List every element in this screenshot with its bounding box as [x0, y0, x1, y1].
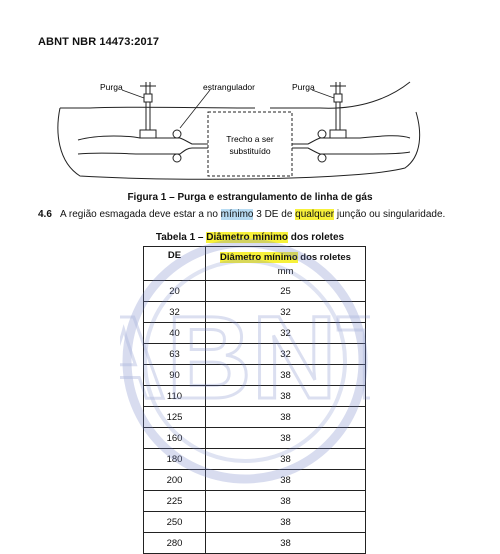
cell-de: 90: [144, 365, 206, 386]
table-title: [0, 232, 500, 243]
cell-de: 180: [144, 449, 206, 470]
roller-diameter-table: [143, 246, 366, 554]
table-title-suffix: dos roletes: [287, 232, 345, 243]
table-row: [144, 281, 366, 302]
cell-diameter: 38: [206, 428, 366, 449]
header-diameter-suffix: dos roletes: [297, 252, 351, 263]
table-title-prefix: Tabela 1 –: [155, 232, 207, 243]
clause-text-part3: junção ou singularidade.: [334, 209, 446, 220]
cell-diameter: 38: [206, 386, 366, 407]
purge-diagram-svg: [60, 72, 420, 192]
cell-de: 110: [144, 386, 206, 407]
table-row: [144, 512, 366, 533]
cell-de: 125: [144, 407, 206, 428]
cell-de: 280: [144, 533, 206, 554]
cell-diameter: 38: [206, 470, 366, 491]
table-row: [144, 533, 366, 554]
cell-diameter: 25: [206, 281, 366, 302]
table-row: [144, 323, 366, 344]
clause-number: 4.6: [38, 209, 52, 220]
header-diameter: [206, 247, 366, 281]
cell-de: 200: [144, 470, 206, 491]
label-replace-line2: substituído: [229, 146, 271, 156]
cell-diameter: 38: [206, 512, 366, 533]
label-throttle: estrangulador: [203, 82, 255, 92]
highlight-qualquer: qualquer: [295, 209, 335, 220]
clause-text-part2: 3 DE de: [253, 209, 296, 220]
table-row: [144, 386, 366, 407]
table-row: [144, 407, 366, 428]
table-row: [144, 491, 366, 512]
table-row: [144, 428, 366, 449]
cell-de: 160: [144, 428, 206, 449]
cell-de: 20: [144, 281, 206, 302]
table-row: [144, 365, 366, 386]
table-row: [144, 470, 366, 491]
cell-diameter: 38: [206, 365, 366, 386]
label-purge-left: Purga: [100, 82, 123, 92]
cell-diameter: 38: [206, 407, 366, 428]
highlight-minimo: mínimo: [220, 209, 254, 220]
table-row: [144, 344, 366, 365]
header-unit: mm: [277, 266, 294, 277]
table-row: [144, 302, 366, 323]
standard-header: ABNT NBR 14473:2017: [38, 36, 160, 48]
header-de: DE: [144, 247, 206, 281]
table-title-highlight: Diâmetro mínimo: [206, 232, 288, 243]
label-purge-right: Purga: [292, 82, 315, 92]
cell-de: 63: [144, 344, 206, 365]
table-header-row: [144, 247, 366, 281]
cell-de: 40: [144, 323, 206, 344]
cell-diameter: 32: [206, 323, 366, 344]
cell-diameter: 32: [206, 344, 366, 365]
label-replace-line1: Trecho a ser: [226, 134, 274, 144]
cell-diameter: 38: [206, 449, 366, 470]
figure-caption: Figura 1 – Purga e estrangulamento de linha de gás: [127, 192, 373, 203]
figure-purge-diagram: [60, 72, 420, 192]
cell-diameter: 32: [206, 302, 366, 323]
clause-text-part1: A região esmagada deve estar a no: [60, 209, 221, 220]
watermark-text: ABN: [120, 292, 337, 424]
cell-diameter: 38: [206, 533, 366, 554]
cell-diameter: 38: [206, 491, 366, 512]
cell-de: 250: [144, 512, 206, 533]
table-row: [144, 449, 366, 470]
header-diameter-highlight: Diâmetro mínimo: [220, 252, 298, 263]
cell-de: 225: [144, 491, 206, 512]
cell-de: 32: [144, 302, 206, 323]
clause-4-6: [38, 208, 478, 222]
